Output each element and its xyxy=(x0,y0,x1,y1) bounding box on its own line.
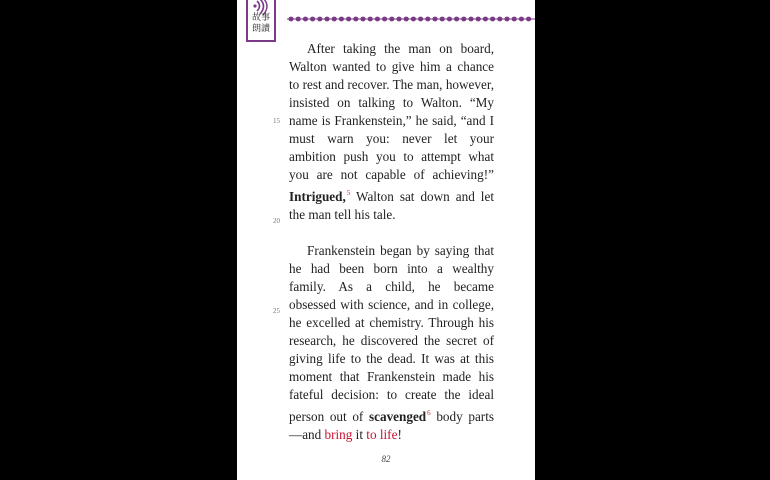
badge-label-line1: 故事 xyxy=(251,13,270,23)
paragraph-text: ! xyxy=(397,427,402,442)
phrase-highlight[interactable]: bring xyxy=(324,427,353,442)
paragraph-text: it xyxy=(352,427,367,442)
footnote-marker: 5 xyxy=(346,189,351,197)
decorative-header-rule xyxy=(287,14,535,24)
paragraph-text: body parts—and xyxy=(289,409,494,442)
paragraph xyxy=(289,242,494,444)
story-text xyxy=(289,40,494,444)
line-number: 25 xyxy=(273,307,280,315)
paragraph-text: After taking the man on board, Walton wanted to give him a chance to rest and recover. The man, however, insisted on talking to Walton. “My name is Frankenstein,” he said, “and I must warn you: never let your ambition push you to attempt what you are not capable of achieving!” xyxy=(289,41,494,182)
paragraph xyxy=(289,40,494,224)
phrase-highlight[interactable]: to life xyxy=(366,427,398,442)
vocabulary-word[interactable]: Intrigued, xyxy=(289,189,346,204)
line-number: 15 xyxy=(273,117,280,125)
badge-label-line2: 朗讀 xyxy=(251,24,270,34)
story-audio-badge[interactable] xyxy=(246,0,276,42)
footnote-marker: 6 xyxy=(427,409,431,417)
page-number: 82 xyxy=(381,454,391,464)
paragraph-text: Frankenstein began by saying that he had been born into a wealthy family. As a child, he became obsessed with science, and in college, he excelled at chemistry. Through his research, he discovered the secret of giving life to the dead. It was at this moment that Frankenstein made his fateful decision: to create the ideal person out of xyxy=(289,243,494,424)
paragraph-text: Walton sat down and let the man tell his tale. xyxy=(289,189,494,222)
line-number: 20 xyxy=(273,217,280,225)
vocabulary-word[interactable]: scavenged xyxy=(369,409,427,424)
book-page xyxy=(237,0,535,480)
